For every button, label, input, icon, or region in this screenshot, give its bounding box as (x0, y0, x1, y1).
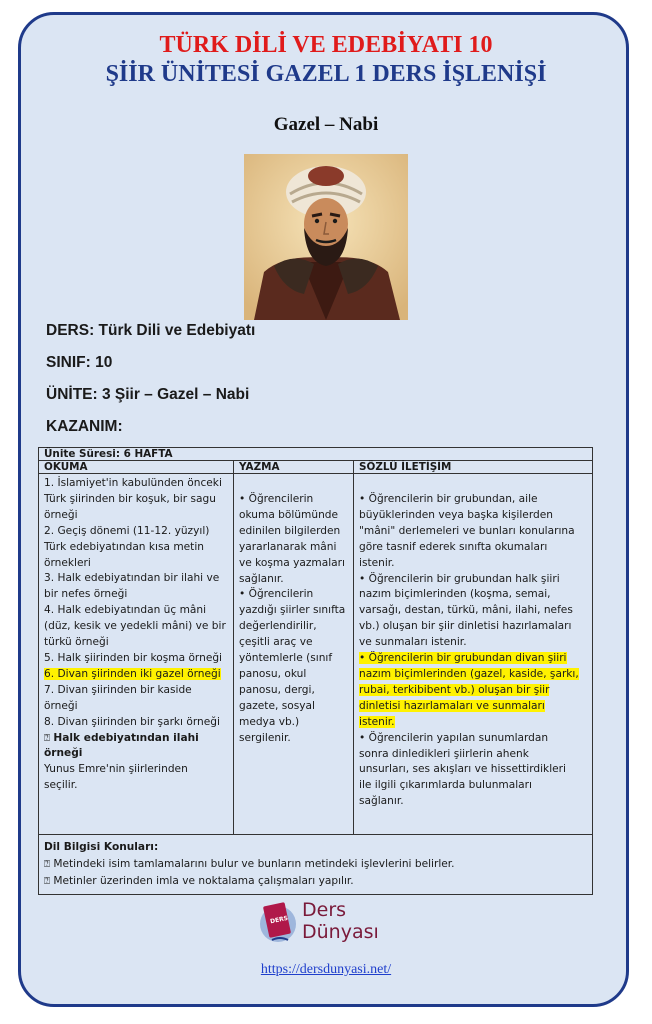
list-item: yöntemlerle (sınıf (239, 652, 333, 665)
list-item: 4. Halk edebiyatından üç mâni (44, 604, 207, 617)
column-header-yazma: YAZMA (234, 461, 354, 474)
column-header-okuma: OKUMA (39, 461, 234, 474)
missing-glyph-icon: ⍰ (44, 732, 50, 744)
list-item: 2. Geçiş dönemi (11-12. yüzyıl) (44, 524, 210, 537)
list-item: vb.) oluşan bir şiir dinletisi hazırlamaları (359, 620, 572, 633)
list-item: çeşitli araç ve (239, 636, 313, 649)
list-item: unsurları, ses akışları ve hissettirdikleri (359, 763, 566, 776)
list-item: "mâni" derlemeleri ve bunları konularına (359, 524, 575, 537)
list-item: örneği (44, 699, 78, 712)
list-item: sağlanır. (359, 795, 404, 808)
list-item: Metindeki isim tamlamalarını bulur ve bunların metindeki işlevlerini belirler. (53, 858, 455, 871)
list-item: (düz, kesik ve yedekli mâni) ve bir (44, 620, 226, 633)
website-link[interactable]: https://dersdunyasi.net/ (260, 962, 392, 977)
list-item: • Öğrencilerin yapılan sunumlardan (359, 731, 549, 744)
highlighted-list-item: rubai, terkibibent vb.) oluşan bir şiir (359, 683, 550, 696)
list-item: edinilen bilgilerden (239, 524, 341, 537)
highlighted-list-item: 6. Divan şiirinden iki gazel örneği (44, 667, 221, 680)
list-item: türkü örneği (44, 636, 109, 649)
list-item: 8. Divan şiirinden bir şarkı örneği (44, 715, 220, 728)
poet-portrait-image (244, 154, 408, 320)
list-item: örneği (44, 508, 78, 521)
highlighted-list-item: istenir. (359, 715, 395, 728)
logo-book-text: DERS (269, 914, 289, 926)
logo-text-line1: Ders (302, 899, 347, 921)
list-item: 1. İslamiyet'in kabulünden önceki (44, 477, 222, 489)
missing-glyph-icon: ⍰ (44, 859, 50, 871)
poem-title: Gazel – Nabi (273, 114, 379, 135)
list-item: nazım biçimlerinden (koşma, semai, (359, 588, 551, 601)
class-label: SINIF: 10 (46, 354, 113, 371)
list-item: Metinler üzerinden imla ve noktalama çalışmaları yapılır. (53, 875, 354, 888)
list-item: Türk edebiyatından kısa metin (44, 540, 204, 553)
lesson-plan-table (38, 447, 593, 895)
course-label: DERS: Türk Dili ve Edebiyatı (46, 322, 256, 339)
ders-dunyasi-logo (258, 892, 398, 950)
page-subtitle-unit: ŞİİR ÜNİTESİ GAZEL 1 DERS İŞLENİŞİ (105, 61, 547, 87)
list-item: medya vb.) (239, 715, 300, 728)
list-item: panosu, dergi, (239, 683, 315, 696)
list-item: • Öğrencilerin (239, 493, 314, 505)
list-item: göre tasnif ederek sınıfta okumaları (359, 540, 548, 553)
column-header-sozlu: SÖZLÜ İLETİŞİM (354, 461, 593, 474)
list-item: • Öğrencilerin (239, 588, 314, 601)
unit-label: ÜNİTE: 3 Şiir – Gazel – Nabi (46, 386, 250, 403)
list-item: 5. Halk şiirinden bir koşma örneği (44, 651, 222, 664)
list-item: örnekleri (44, 556, 91, 569)
list-item: bir nefes örneği (44, 588, 128, 601)
list-item: sonra dinledikleri şiirlerin ahenk (359, 747, 529, 760)
list-item: varsağı, destan, türkü, mâni, ilahi, nefes (359, 604, 573, 617)
highlighted-list-item: nazım biçimlerinden (gazel, kaside, şarkı, (359, 667, 579, 680)
list-item: • Öğrencilerin bir grubundan halk şiiri (359, 572, 560, 585)
list-item-bold: Halk edebiyatından ilahi örneği (44, 731, 199, 760)
list-item: okuma bölümünde (239, 508, 339, 521)
list-item: • Öğrencilerin bir grubundan, aile (359, 493, 538, 505)
missing-glyph-icon: ⍰ (44, 876, 50, 888)
list-item: istenir. (359, 556, 395, 569)
list-item: yazdığı şiirler sınıfta (239, 604, 346, 617)
list-item: 7. Divan şiirinden bir kaside (44, 683, 192, 696)
list-item: değerlendirilir, (239, 620, 317, 633)
logo-text-line2: Dünyası (302, 921, 379, 943)
okuma-cell (39, 474, 234, 835)
page-title: TÜRK DİLİ VE EDEBİYATI 10 (159, 32, 493, 58)
list-item: ve koşma yazmaları (239, 556, 345, 569)
outcome-label: KAZANIM: (46, 418, 123, 435)
unit-duration: Ünite Süresi: 6 HAFTA (39, 448, 593, 461)
grammar-title: Dil Bilgisi Konuları: (44, 841, 159, 854)
list-item: 3. Halk edebiyatından bir ilahi ve (44, 572, 220, 585)
list-item: büyüklerinden veya başka kişilerden (359, 508, 553, 521)
list-item: yararlanarak mâni (239, 540, 337, 553)
list-item: sergilenir. (239, 731, 291, 744)
yazma-cell (234, 474, 354, 835)
list-item: ve sunmaları istenir. (359, 636, 467, 649)
sozlu-cell (354, 474, 593, 835)
list-item: Türk şiirinden bir koşuk, bir sagu (44, 492, 216, 505)
list-item: panosu, okul (239, 667, 307, 680)
highlighted-list-item: • Öğrencilerin bir grubundan divan şiiri (359, 652, 567, 665)
grammar-topics-cell (39, 835, 593, 895)
list-item: ile ilgili çıkarımlarda bulunmaları (359, 779, 532, 792)
list-item: Yunus Emre'nin şiirlerinden (44, 763, 188, 776)
list-item: sağlanır. (239, 572, 284, 585)
list-item: gazete, sosyal (239, 699, 315, 712)
list-item: seçilir. (44, 779, 78, 792)
highlighted-list-item: dinletisi hazırlamaları ve sunmaları (359, 699, 545, 712)
